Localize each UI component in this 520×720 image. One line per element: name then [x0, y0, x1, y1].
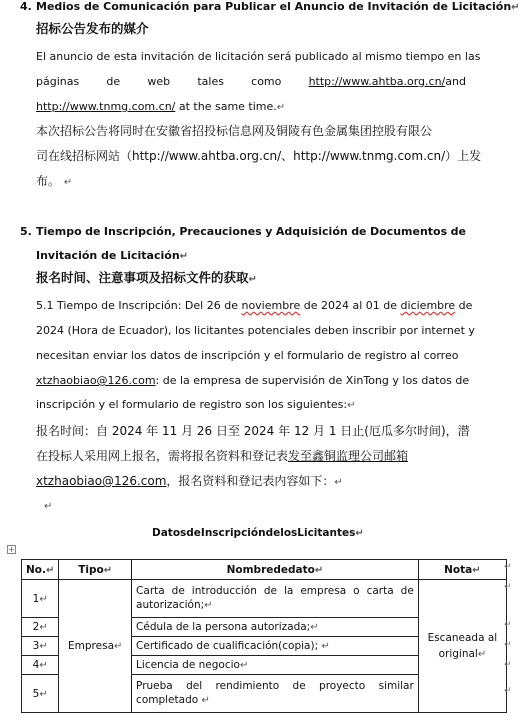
email-link[interactable]: xtzhaobiao@126.com [36, 374, 156, 387]
empty-paragraph-mark: ↵ [44, 501, 53, 512]
section5-heading [20, 225, 36, 239]
row-name: Carta de introducción de la empresa o carta de autorización;↵ [132, 580, 419, 618]
section5-para-line3: necesitan enviar los datos de inscripción y el formulario de registro al correo [36, 349, 459, 362]
text-noviembre: noviembre [241, 299, 301, 312]
text: ，报名资料和登记表内容如下： [166, 474, 335, 488]
table-title-text: DatosdeInscripcióndelosLicitantes [152, 527, 356, 539]
section4-cn-line2: 司在线招标网站（http://www.ahtba.org.cn/、http://www.tnmg.com.cn/）上发 [36, 149, 482, 163]
section4-number: 4. [20, 0, 32, 13]
section4-para-line1: El anuncio de esta invitación de licitación será publicado al mismo tiempo en las [36, 50, 481, 63]
text: inscripción y el formulario de registro son los siguientes: [36, 398, 348, 411]
text-diciembre: diciembre [400, 299, 456, 312]
row-end-mark: ↵ [504, 620, 512, 630]
same-time-text: at the same time. [178, 100, 277, 113]
section5-para-line5: inscripción y el formulario de registro son los siguientes:↵ [36, 398, 356, 411]
row-no: 4↵ [22, 656, 59, 675]
text: : de la empresa de supervisión de XinTong y los datos de [155, 374, 470, 387]
section4-cn-line3: 布。 ↵ [36, 174, 73, 188]
section4-heading: 4. Medios de Comunicación para Publicar el Anuncio de Invitación de Licitación↵ [20, 0, 520, 13]
table-header-row [22, 560, 507, 580]
section5-title-line1: Tiempo de Inscripción, Precauciones y Adquisición de Documentos de [36, 225, 466, 238]
row-no: 5↵ [22, 675, 59, 713]
table-move-handle[interactable]: + [8, 545, 15, 554]
section5-cn-line1: 报名时间：自 2024 年 11 月 26 日至 2024 年 12 月 1 日止(厄瓜多尔时间)，潜 [36, 424, 470, 438]
row-name: Prueba del rendimiento de proyecto similar completado ↵ [132, 675, 419, 713]
row-no: 2↵ [22, 618, 59, 637]
licitantes-table [21, 559, 507, 713]
header-tipo: Tipo↵ [59, 560, 132, 580]
section5-para-line2: 2024 (Hora de Ecuador), los licitantes potenciales deben inscribir por internet y [36, 324, 475, 337]
section4-para-line2 [36, 75, 466, 89]
text: de [455, 299, 473, 312]
row-end-mark: ↵ [504, 582, 512, 592]
link-ahtba[interactable]: http://www.ahtba.org.cn/ [308, 75, 446, 88]
section5-number: 5. [20, 225, 32, 238]
section5-title-cn: 报名时间、注意事项及招标文件的获取↵ [36, 270, 257, 285]
section4-cn-line1: 本次招标公告将同时在安徽省招投标信息网及铜陵有色金属集团控股有限公 [36, 124, 433, 138]
row-no: 1↵ [22, 580, 59, 618]
text-underlined: 发至鑫铜监理公司邮箱 [288, 449, 409, 463]
word: páginas [36, 75, 80, 88]
section5-cn-line3: xtzhaobiao@126.com，报名资料和登记表内容如下：↵ [36, 474, 343, 488]
section5-cn-line2 [36, 449, 408, 463]
word-and: and [445, 75, 466, 88]
row-no: 3↵ [22, 637, 59, 656]
nota-cell: Escaneada al original↵ [418, 580, 506, 713]
link-tnmg[interactable]: http://www.tnmg.com.cn/ [36, 100, 176, 113]
section5-title-line2: Invitación de Licitación↵ [36, 249, 189, 262]
text: de 2024 al 01 de [300, 299, 401, 312]
email-link-cn[interactable]: xtzhaobiao@126.com [36, 474, 167, 488]
tipo-cell: Empresa↵ [59, 580, 132, 713]
section5-title-cn-text: 报名时间、注意事项及招标文件的获取 [36, 270, 249, 285]
section4-para-line3: http://www.tnmg.com.cn/ at the same time.↵ [36, 100, 286, 113]
word: como [251, 75, 282, 88]
text: 在投标人采用网上报名，需将报名资料和登记表 [36, 449, 289, 463]
row-name: Certificado de cualificación(copia); ↵ [132, 637, 419, 656]
section5-para-line4 [36, 374, 469, 388]
row-end-mark: ↵ [504, 660, 512, 670]
row-name: Licencia de negocio↵ [132, 656, 419, 675]
section5-para-line1 [36, 299, 472, 313]
table-row [22, 580, 507, 618]
word: de [106, 75, 121, 88]
text: 5.1 Tiempo de Inscripción: Del 26 de [36, 299, 242, 312]
section4-title-es: Medios de Comunicación para Publicar el Anuncio de Invitación de Licitación [36, 0, 512, 13]
row-name: Cédula de la persona autorizada;↵ [132, 618, 419, 637]
header-nota: Nota↵ [418, 560, 506, 580]
table-title: DatosdeInscripcióndelosLicitantes↵ [152, 527, 364, 539]
word: web [147, 75, 171, 88]
row-end-mark: ↵ [504, 686, 512, 696]
section4-title-cn-text: 招标公告发布的媒介 [36, 21, 149, 36]
section5-title-line2-text: Invitación de Licitación [36, 249, 180, 262]
section4-cn-line3-text: 布。 [36, 174, 61, 188]
row-end-mark: ↵ [504, 562, 512, 572]
word: tales [197, 75, 224, 88]
row-end-mark: ↵ [504, 640, 512, 650]
section4-title-cn [36, 22, 149, 36]
header-no: No.↵ [22, 560, 59, 580]
header-nombre: Nombrededato↵ [132, 560, 419, 580]
